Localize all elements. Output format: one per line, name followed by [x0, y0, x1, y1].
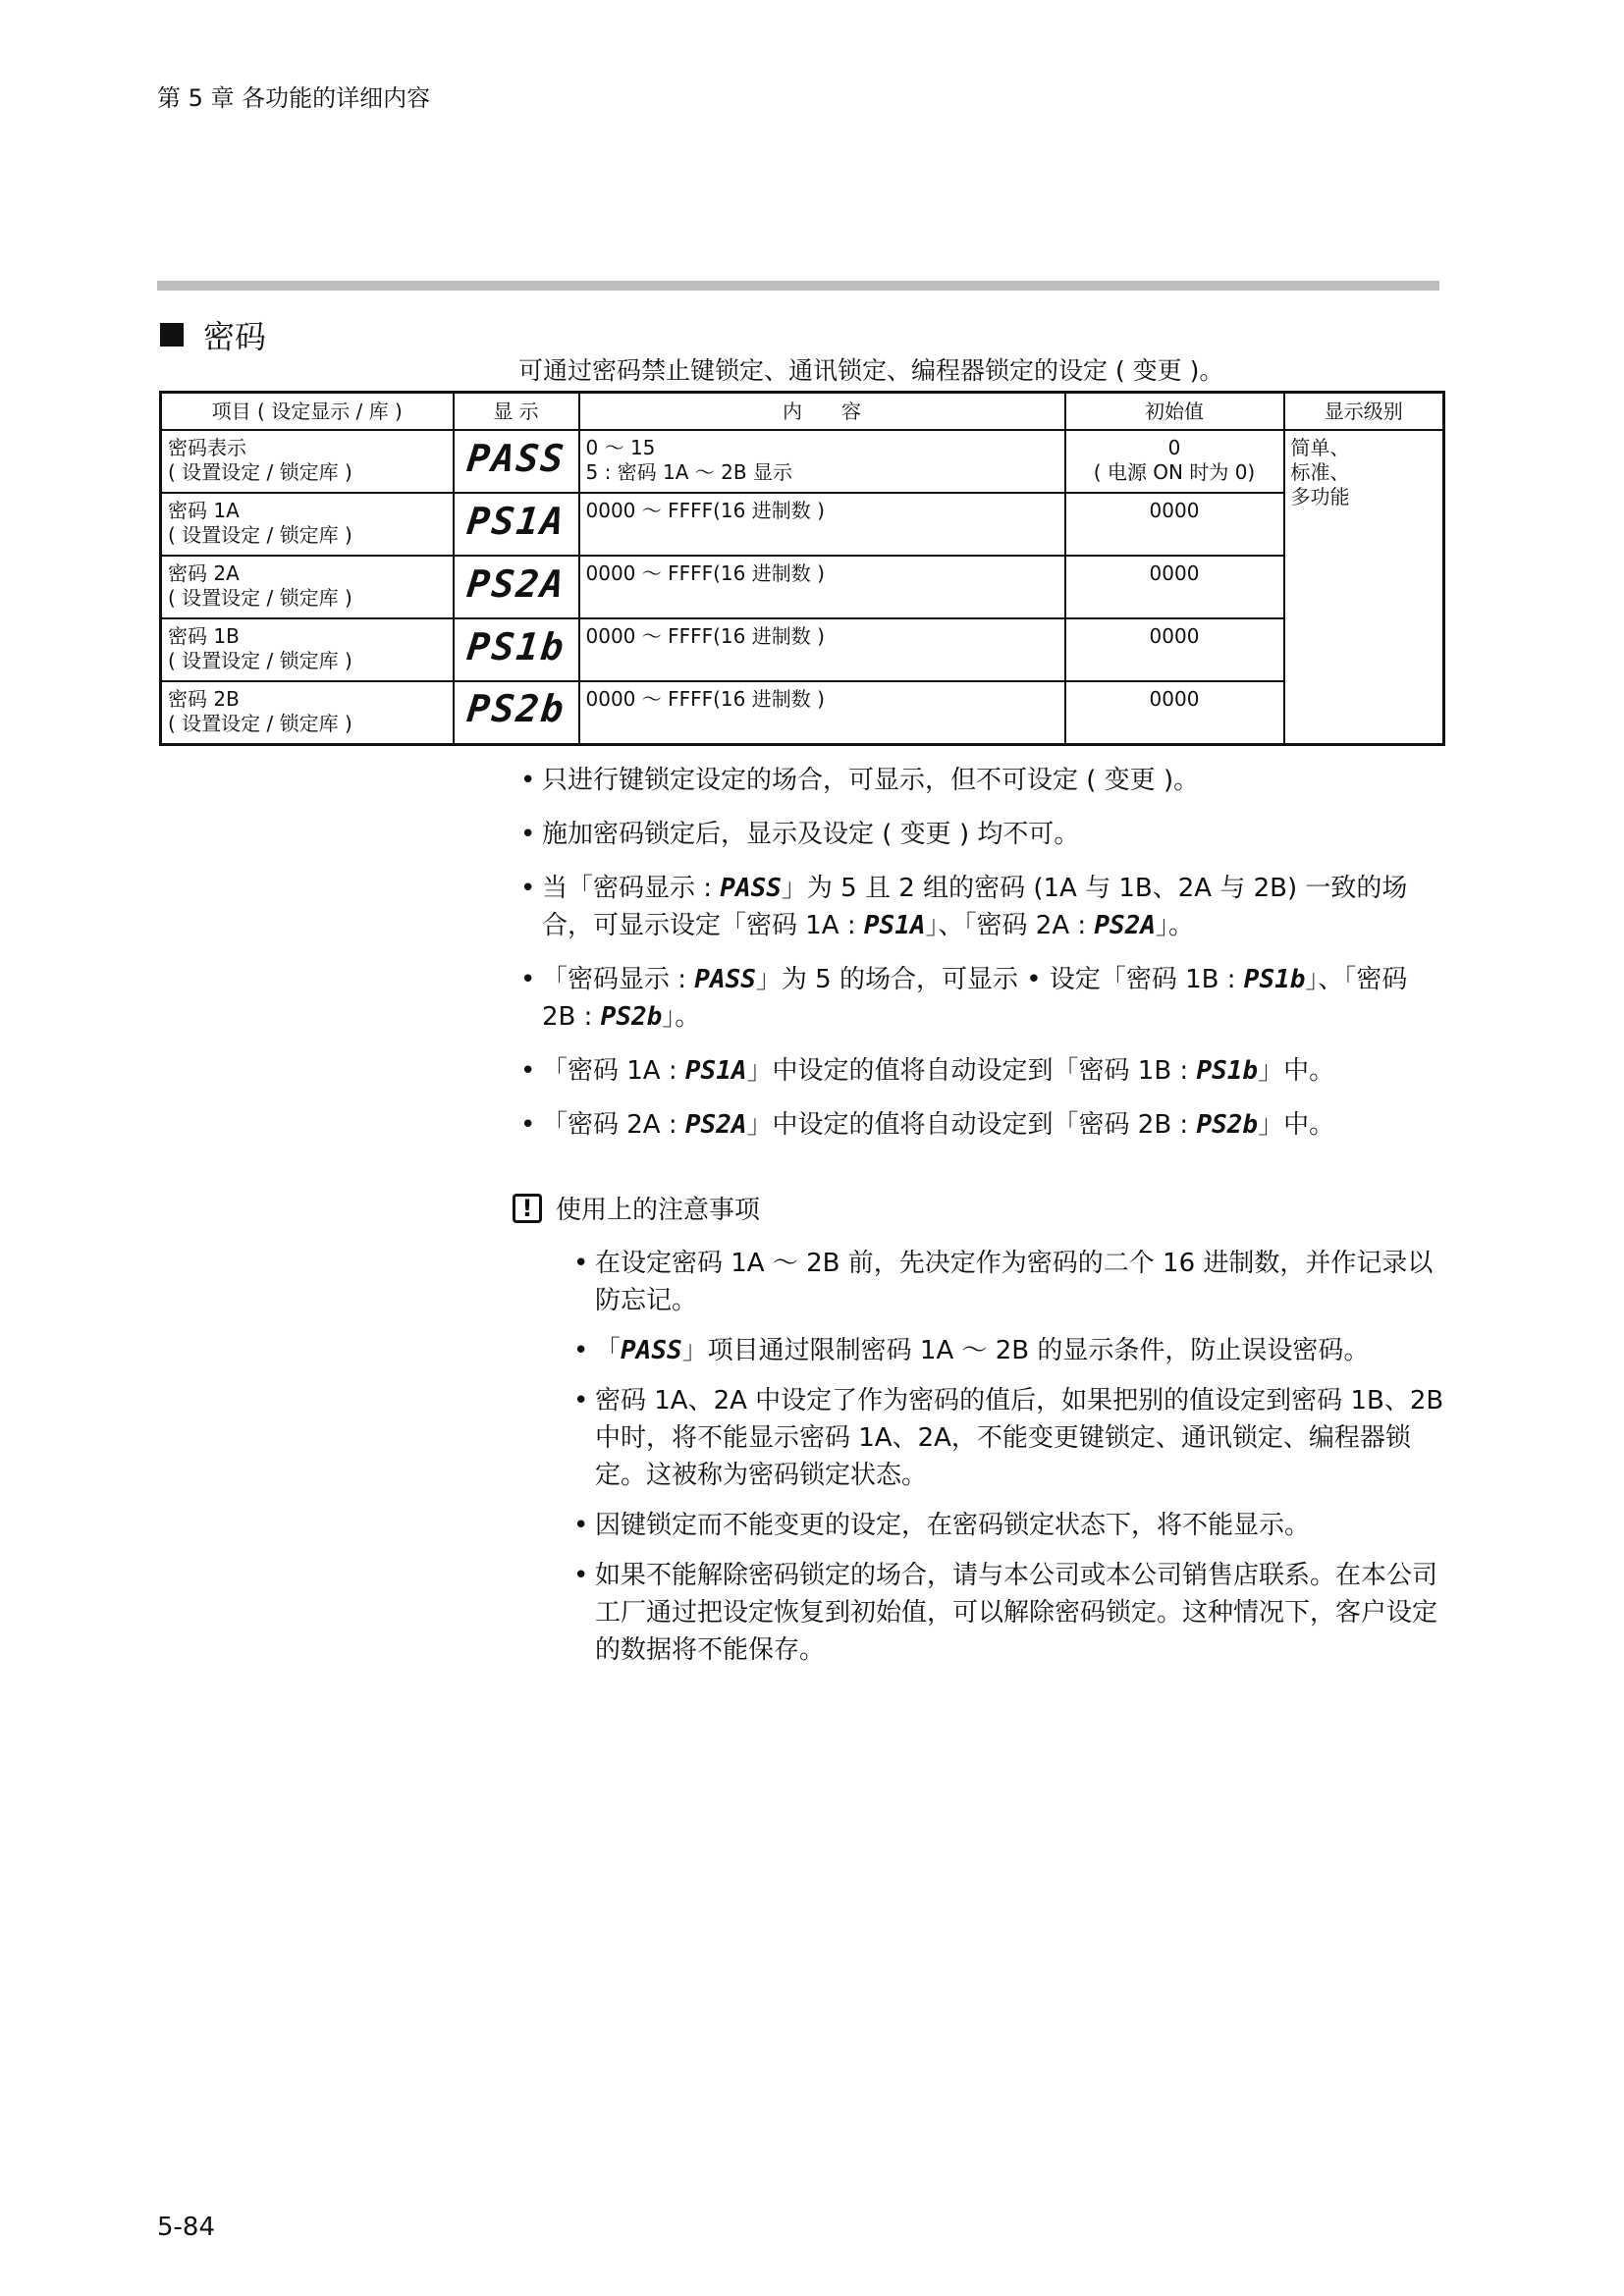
list-item: • 「密码显示 : PASS」为 5 的场合，可显示 • 设定「密码 1B : PS1b」、「密码 2B : PS2b」。: [520, 961, 1443, 1036]
page-number: 5-84: [157, 2213, 216, 2242]
segment-display: PS1A: [464, 499, 568, 543]
list-item: • 施加密码锁定后，显示及设定 ( 变更 ) 均不可。: [520, 816, 1443, 853]
header-content: 内 容: [579, 393, 1065, 431]
row-item: 密码 1B ( 设置设定 / 锁定库 ): [161, 618, 454, 681]
row-display: [454, 556, 579, 618]
segment-display: PASS: [464, 436, 568, 480]
segment-code: PS1b: [1196, 1056, 1259, 1086]
list-item: • 如果不能解除密码锁定的场合，请与本公司或本公司销售店联系。在本公司工厂通过把设定恢复到初始值，可以解除密码锁定。这种情况下，客户设定的数据将不能保存。: [573, 1557, 1445, 1669]
list-item: • 「PASS」项目通过限制密码 1A ～ 2B 的显示条件，防止误设密码。: [573, 1332, 1445, 1369]
list-item: • 在设定密码 1A ～ 2B 前，先决定作为密码的二个 16 进制数，并作记录以防忘记。: [573, 1245, 1445, 1319]
segment-display: PS2b: [464, 687, 568, 731]
header-display: 显 示: [454, 393, 579, 431]
row-content: 0000 ～ FFFF(16 进制数 ): [579, 681, 1065, 744]
row-display: [454, 430, 579, 493]
bullet-icon: •: [520, 1056, 536, 1086]
notice-list: [573, 1245, 1445, 1682]
list-item: • 密码 1A、2A 中设定了作为密码的值后，如果把别的值设定到密码 1B、2B 中时，将不能显示密码 1A、2A，不能变更键锁定、通讯锁定、编程器锁定。这被称为密码锁定状态。: [573, 1382, 1445, 1494]
table-row: [161, 493, 1444, 556]
password-table: [159, 391, 1445, 746]
row-initial: 0 ( 电源 ON 时为 0): [1065, 430, 1284, 493]
segment-code: PS2A: [684, 1110, 747, 1140]
segment-display: PS1b: [464, 624, 568, 668]
row-content: 0000 ～ FFFF(16 进制数 ): [579, 556, 1065, 618]
notice-heading: [513, 1190, 760, 1226]
row-item: 密码 1A ( 设置设定 / 锁定库 ): [161, 493, 454, 556]
section-title: [160, 312, 266, 357]
row-item: 密码表示 ( 设置设定 / 锁定库 ): [161, 430, 454, 493]
section-title-text: 密码: [203, 318, 267, 355]
notice-title: 使用上的注意事项: [556, 1196, 761, 1225]
segment-code: PS2b: [1196, 1110, 1259, 1140]
row-display: [454, 493, 579, 556]
square-bullet-icon: [160, 323, 184, 347]
row-initial: 0000: [1065, 493, 1284, 556]
bullet-icon: •: [520, 766, 536, 795]
bullet-icon: •: [573, 1249, 589, 1278]
warning-icon: !: [513, 1194, 542, 1223]
segment-display: PS2A: [464, 561, 568, 606]
row-initial: 0000: [1065, 618, 1284, 681]
list-item: • 「密码 2A : PS2A」中设定的值将自动设定到「密码 2B : PS2b」中。: [520, 1106, 1443, 1144]
row-initial: 0000: [1065, 556, 1284, 618]
bullet-icon: •: [573, 1561, 589, 1590]
row-item: 密码 2A ( 设置设定 / 锁定库 ): [161, 556, 454, 618]
table-row: [161, 681, 1444, 744]
list-item: • 因键锁定而不能变更的设定，在密码锁定状态下，将不能显示。: [573, 1507, 1445, 1544]
section-intro: 可通过密码禁止键锁定、通讯锁定、编程器锁定的设定 ( 变更 )。: [518, 356, 1224, 385]
bullet-icon: •: [573, 1511, 589, 1540]
segment-code: PS1b: [1243, 965, 1306, 994]
section-divider: [157, 281, 1439, 291]
header-item: 项目 ( 设定显示 / 库 ): [161, 393, 454, 431]
bullet-icon: •: [520, 1110, 536, 1140]
table-row: [161, 430, 1444, 493]
table-row: [161, 618, 1444, 681]
segment-code: PS1A: [863, 911, 926, 940]
row-display: [454, 618, 579, 681]
header-level: 显示级别: [1284, 393, 1444, 431]
bullet-icon: •: [573, 1386, 589, 1415]
segment-code: PASS: [621, 1336, 682, 1365]
bullet-icon: •: [520, 874, 536, 903]
bullet-icon: •: [520, 965, 536, 994]
table-row: [161, 556, 1444, 618]
row-content: 0000 ～ FFFF(16 进制数 ): [579, 618, 1065, 681]
level-cell: 简单、 标准、 多功能: [1284, 430, 1444, 744]
row-content: 0000 ～ FFFF(16 进制数 ): [579, 493, 1065, 556]
table-header-row: [161, 393, 1444, 431]
segment-code: PASS: [720, 874, 782, 903]
rules-list: [520, 762, 1443, 1160]
row-display: [454, 681, 579, 744]
segment-code: PS2b: [600, 1002, 663, 1032]
bullet-icon: •: [573, 1336, 589, 1365]
row-content: 0 ～ 15 5 : 密码 1A ～ 2B 显示: [579, 430, 1065, 493]
list-item: • 只进行键锁定设定的场合，可显示，但不可设定 ( 变更 )。: [520, 762, 1443, 799]
segment-code: PS1A: [684, 1056, 747, 1086]
list-item: • 「密码 1A : PS1A」中设定的值将自动设定到「密码 1B : PS1b」中。: [520, 1052, 1443, 1090]
bullet-icon: •: [520, 820, 536, 849]
row-initial: 0000: [1065, 681, 1284, 744]
chapter-header: 第 5 章 各功能的详细内容: [157, 84, 431, 112]
segment-code: PS2A: [1094, 911, 1157, 940]
row-item: 密码 2B ( 设置设定 / 锁定库 ): [161, 681, 454, 744]
header-initial: 初始值: [1065, 393, 1284, 431]
list-item: • 当「密码显示 : PASS」为 5 且 2 组的密码 (1A 与 1B、2A 与 2B) 一致的场合，可显示设定「密码 1A : PS1A」、「密码 2A : PS2A」。: [520, 870, 1443, 944]
segment-code: PASS: [694, 965, 756, 994]
